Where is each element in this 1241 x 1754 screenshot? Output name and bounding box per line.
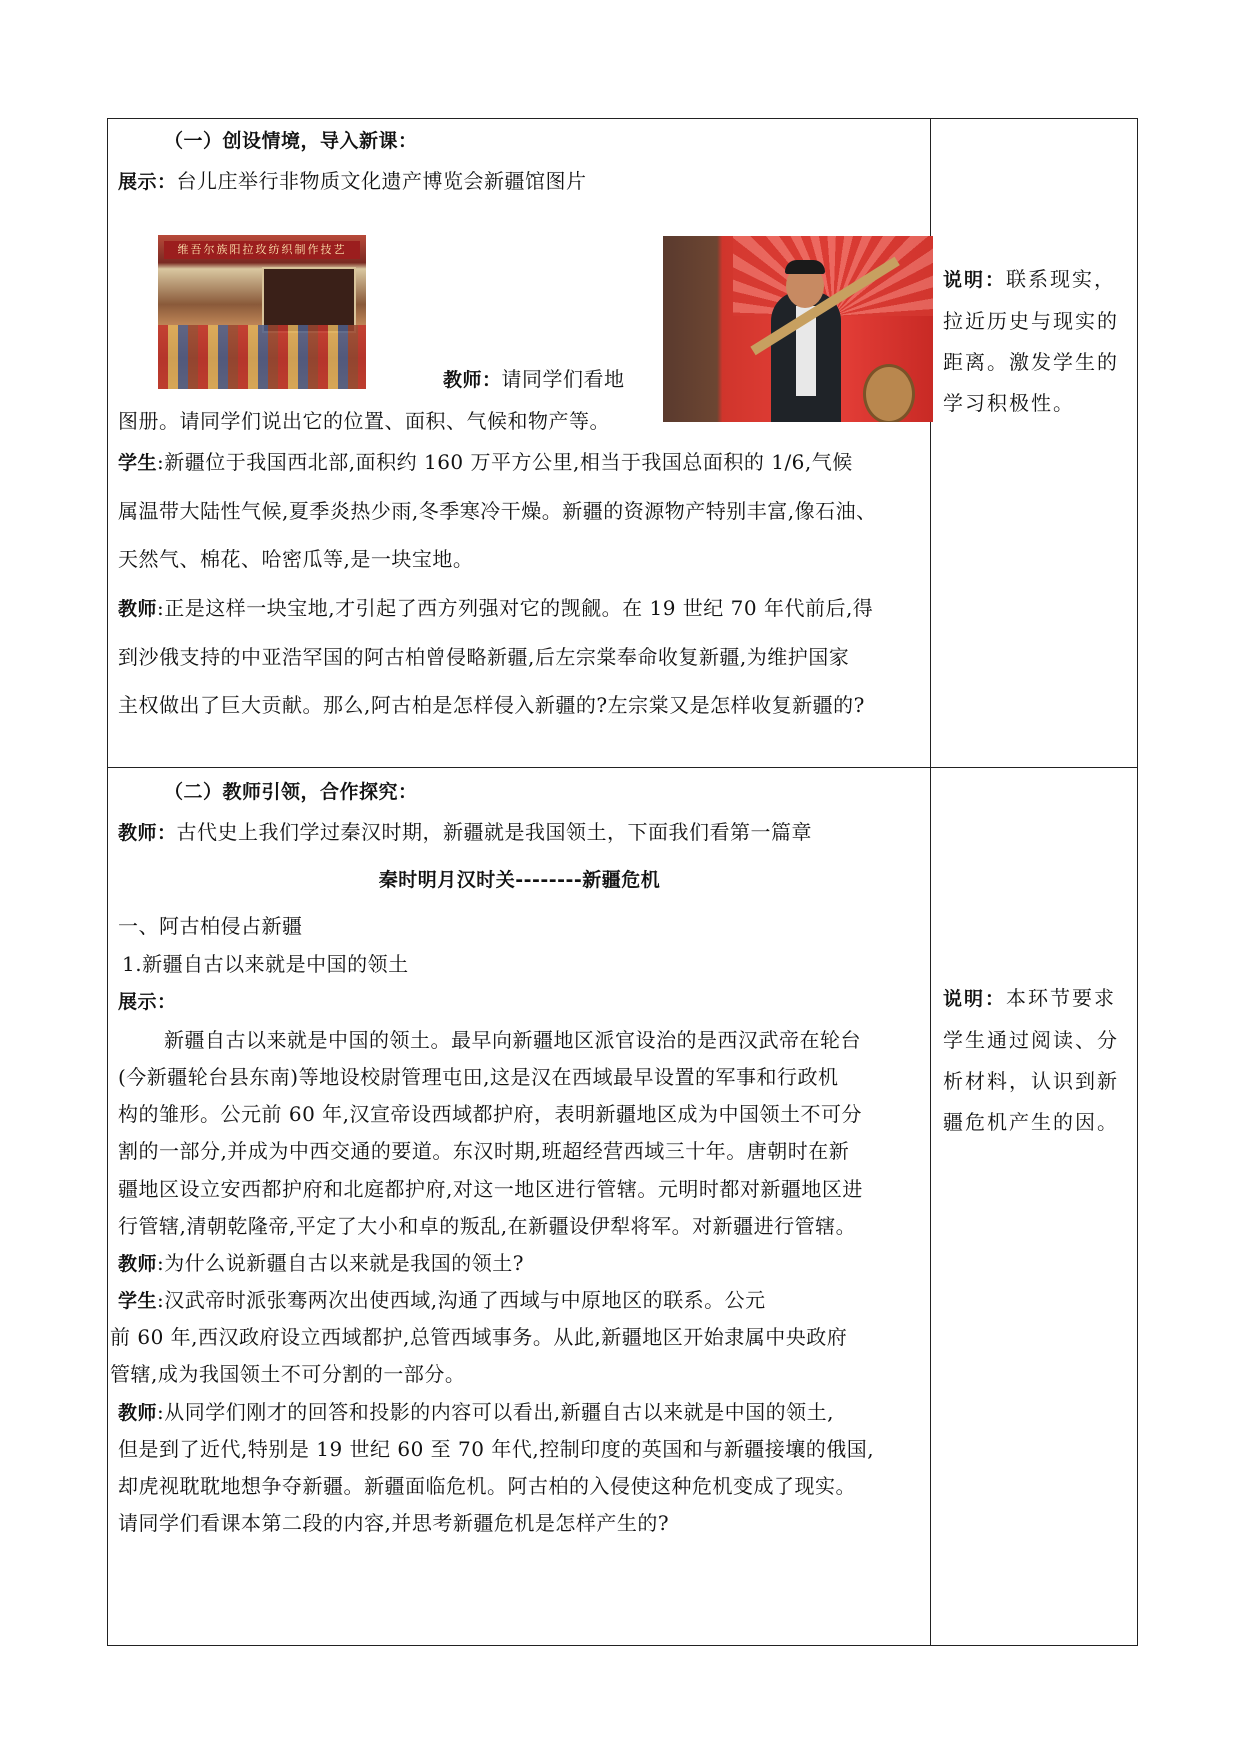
teacher-3-line-2: 但是到了近代,特别是 19 世纪 60 至 70 年代,控制印度的英国和与新疆接壤的俄国, [118,1437,875,1461]
section-2-content [108,768,931,1646]
show-text: 台儿庄举行非物质文化遗产博览会新疆馆图片 [176,169,587,193]
hand-drum [863,364,915,422]
section-2-note [943,978,1129,1143]
lesson-plan-table [107,118,1138,1646]
show-line-1: 新疆自古以来就是中国的领土。最早向新疆地区派官设治的是西汉武帝在轮台 [164,1028,861,1052]
section-1-content [108,119,931,768]
show-line-4: 割的一部分,并成为中西交通的要道。东汉时期,班超经营西域三十年。唐朝时在新 [118,1139,850,1163]
subheading-1: 一、阿古柏侵占新疆 [118,914,303,938]
student-label: 学生 [118,452,158,474]
chapter-title: 秦时明月汉时关--------新疆危机 [378,869,661,891]
note-label: 说明： [943,269,1007,291]
section-1-note-cell [931,119,1138,768]
teacher-2-line-1 [118,596,873,621]
teacher-1-continued: 图册。请同学们说出它的位置、面积、气候和物产等。 [118,409,610,433]
teacher-3-line-3: 却虎视耽耽地想争夺新疆。新疆面临危机。阿古柏的入侵使这种危机变成了现实。 [118,1474,856,1498]
teacher-1-intro [443,367,625,392]
note-label: 说明： [943,988,1007,1010]
section-1-show-line [118,169,587,194]
section-2-teacher-3 [118,1400,834,1425]
note-text: 本环节要求学生通过阅读、分析材料，认识到新疆危机产生的因。 [943,986,1119,1134]
teacher-3-line-4: 请同学们看课本第二段的内容,并思考新疆危机是怎样产生的? [118,1511,670,1535]
exhibition-banner: 维吾尔族阳拉玫纺织制作技艺 [164,241,360,259]
exhibition-photo-musician [663,236,933,422]
teacher-3-text-1: :从同学们刚才的回答和投影的内容可以看出,新疆自古以来就是中国的领土, [157,1400,834,1424]
section-2-teacher-2 [118,1251,524,1276]
student-label: 学生 [118,1290,158,1312]
student-line-1 [118,450,853,475]
subheading-2: 1.新疆自古以来就是中国的领土 [122,952,409,976]
student-text-1: :新疆位于我国西北部,面积约 160 万平方公里,相当于我国总面积的 1/6,气候 [157,450,853,474]
teacher-2-text: :为什么说新疆自古以来就是我国的领土? [157,1251,524,1275]
show-line-5: 疆地区设立安西都护府和北庭都护府,对这一地区进行管辖。元明时都对新疆地区进 [118,1177,863,1201]
teacher-2-line-3: 主权做出了巨大贡献。那么,阿古柏是怎样侵入新疆的?左宗棠又是怎样收复新疆的? [118,693,865,717]
rug-pattern [158,325,366,389]
teacher-label: 教师 [118,598,158,620]
display-board [262,267,356,333]
show-line-6: 行管辖,清朝乾隆帝,平定了大小和卓的叛乱,在新疆设伊犁将军。对新疆进行管辖。 [118,1214,857,1238]
student-text-1: :汉武帝时派张骞两次出使西域,沟通了西域与中原地区的联系。公元 [157,1288,766,1312]
section-2-note-cell [931,768,1138,1646]
exhibition-photo-weaving [158,235,366,389]
teacher-2-text-1: :正是这样一块宝地,才引起了西方列强对它的觊觎。在 19 世纪 70 年代前后,得 [157,596,874,620]
show-label: 展示： [118,171,177,193]
section-2-student-1 [118,1288,766,1313]
section-2-student-2: 前 60 年,西汉政府设立西域都护,总管西域事务。从此,新疆地区开始隶属中央政府 [110,1325,848,1349]
section-2-student-3: 管辖,成为我国领土不可分割的一部分。 [110,1362,466,1386]
show-line-2: (今新疆轮台县东南)等地设校尉管理屯田,这是汉在西域最早设置的军事和行政机 [118,1065,839,1089]
section-1-row [108,119,1138,768]
section-1-note [943,259,1129,424]
show-line-3: 构的雏形。公元前 60 年,汉宣帝设西域都护府，表明新疆地区成为中国领土不可分 [118,1102,863,1126]
teacher-label: 教师 [118,1402,158,1424]
student-line-2: 属温带大陆性气候,夏季炎热少雨,冬季寒冷干燥。新疆的资源物产特别丰富,像石油、 [118,499,877,523]
section-1-heading: （一）创设情境，导入新课： [164,130,418,152]
teacher-label: 教师 [118,1253,158,1275]
teacher-1-text: 古代史上我们学过秦汉时期，新疆就是我国领土，下面我们看第一篇章 [176,820,813,844]
note-text: 联系现实，拉近历史与现实的距离。激发学生的学习积极性。 [943,267,1119,415]
teacher-1-text-a: 请同学们看地 [501,367,625,391]
teacher-label: 教师： [118,822,177,844]
show-label: 展示： [118,991,177,1013]
student-line-3: 天然气、棉花、哈密瓜等,是一块宝地。 [118,547,474,571]
section-2-teacher-1 [118,820,812,845]
section-2-row [108,768,1138,1646]
teacher-2-line-2: 到沙俄支持的中亚浩罕国的阿古柏曾侵略新疆,后左宗棠奉命收复新疆,为维护国家 [118,645,850,669]
section-2-heading: （二）教师引领，合作探究： [164,781,418,803]
musician-cap [785,260,825,274]
teacher-label: 教师： [443,369,502,391]
